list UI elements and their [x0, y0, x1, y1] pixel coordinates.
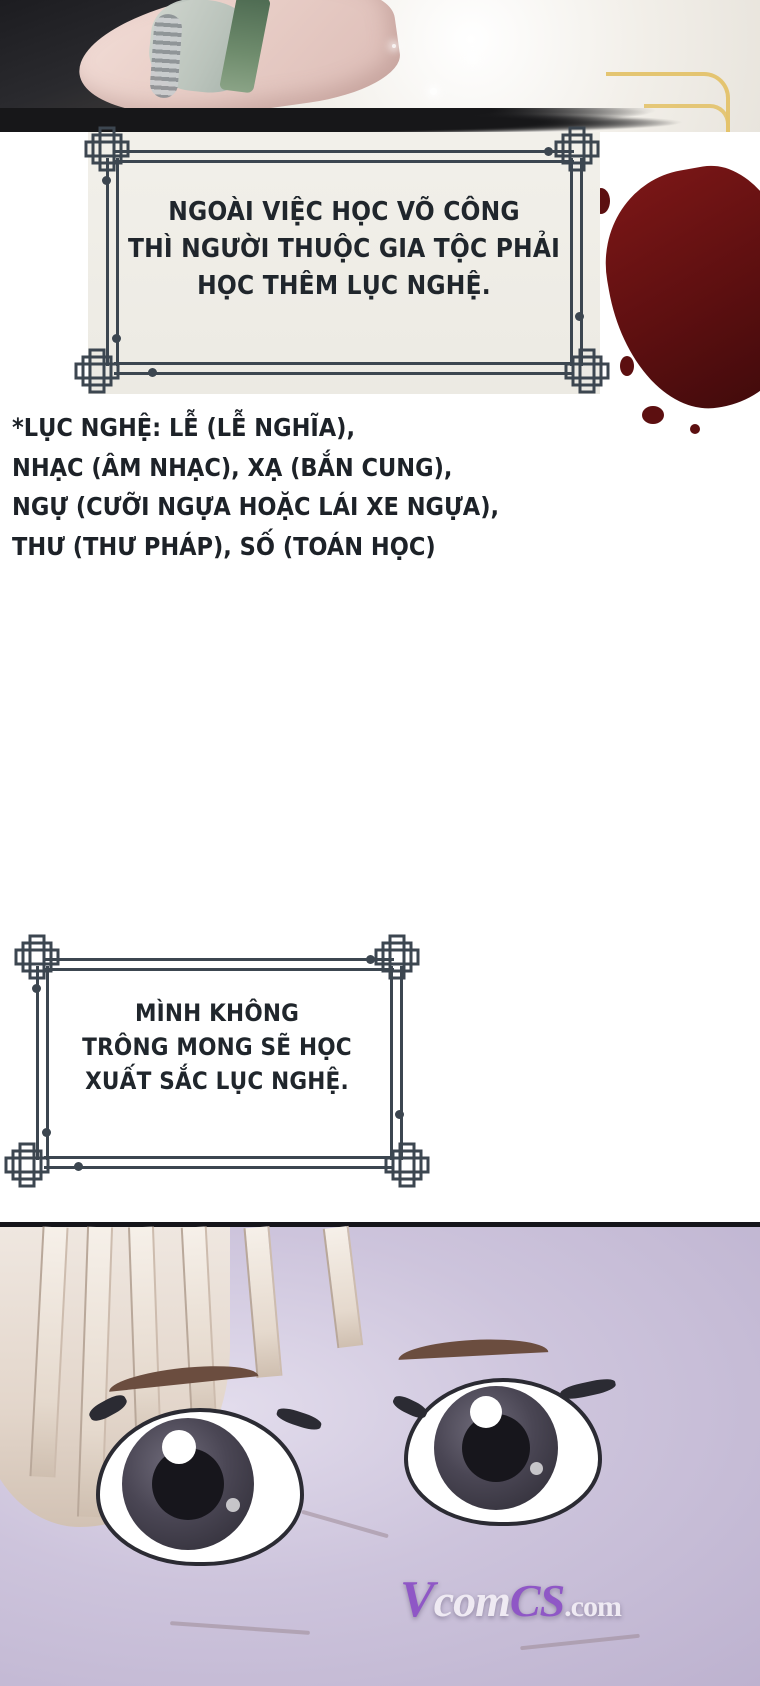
speech-bubble-2	[18, 940, 416, 1188]
frame-dot	[575, 312, 584, 321]
sparkle-icon	[392, 44, 396, 48]
decorative-knot-icon	[564, 348, 610, 394]
frame-line-top-inner	[44, 968, 394, 971]
bubble2-line-2: TRÔNG MONG SẼ HỌC	[82, 1033, 352, 1062]
frame-dot	[102, 176, 111, 185]
top-artwork-panel	[0, 0, 760, 132]
blood-droplet	[620, 356, 634, 376]
speech-bubble-2-text	[42, 996, 392, 1098]
frame-line-bottom-outer	[44, 1156, 394, 1159]
decorative-knot-icon	[384, 1142, 430, 1188]
watermark-v: V	[400, 1571, 434, 1628]
sparkle-icon	[470, 56, 475, 61]
frame-dot	[395, 1110, 404, 1119]
frame-dot	[74, 1162, 83, 1171]
speech-bubble-1	[88, 132, 600, 394]
frame-line-right-outer	[570, 158, 573, 366]
footnote-line-4: THƯ (THƯ PHÁP), SỐ (TOÁN HỌC)	[12, 531, 436, 561]
speech-bubble-1-text	[118, 194, 570, 305]
eye-glint-right-small	[530, 1462, 543, 1475]
blood-main-shape	[591, 153, 760, 422]
eye-glint-left-small	[226, 1498, 240, 1512]
watermark-c: C	[509, 1575, 540, 1626]
frame-dot	[148, 368, 157, 377]
bubble1-line-3: HỌC THÊM LỤC NGHỆ.	[197, 270, 491, 301]
braided-cord	[149, 13, 183, 99]
footnote-line-3: NGỰ (CƯỠI NGỰA HOẶC LÁI XE NGỰA),	[12, 492, 500, 521]
frame-line-bottom-inner	[114, 372, 574, 375]
frame-line-top-outer	[114, 150, 574, 153]
watermark-s: S	[539, 1575, 565, 1626]
bubble2-line-1: MÌNH KHÔNG	[134, 999, 300, 1027]
bubble2-line-3: XUẤT SẮC LỤC NGHỆ.	[85, 1067, 349, 1096]
watermark-com: com	[433, 1575, 510, 1626]
eye-glint-right	[470, 1396, 502, 1428]
frame-dot	[32, 984, 41, 993]
frame-dot	[112, 334, 121, 343]
eye-glint-left	[162, 1430, 196, 1464]
sparkle-icon	[430, 88, 437, 95]
decorative-knot-icon	[14, 934, 60, 980]
frame-dot	[366, 955, 375, 964]
frame-line-bottom-inner	[44, 1166, 394, 1169]
footnote-line-1: *LỤC NGHỆ: LỄ (LỄ NGHĨA),	[12, 413, 355, 442]
bubble1-line-1: NGOÀI VIỆC HỌC VÕ CÔNG	[168, 197, 520, 227]
decorative-knot-icon	[84, 126, 130, 172]
frame-line-bottom-outer	[114, 362, 574, 365]
frame-dot	[544, 147, 553, 156]
watermark	[400, 1570, 700, 1629]
blood-droplet	[690, 424, 700, 434]
footnote-line-2: NHẠC (ÂM NHẠC), XẠ (BẮN CUNG),	[12, 452, 453, 482]
frame-dot	[42, 1128, 51, 1137]
frame-line-left-outer	[36, 966, 39, 1160]
decorative-knot-icon	[74, 348, 120, 394]
frame-line-right-inner	[580, 158, 583, 366]
decorative-knot-icon	[4, 1142, 50, 1188]
bubble1-line-2: THÌ NGƯỜI THUỘC GIA TỘC PHẢI	[127, 233, 561, 264]
decorative-knot-icon	[374, 934, 420, 980]
frame-line-top-inner	[114, 160, 574, 163]
watermark-domain: .com	[564, 1590, 621, 1623]
frame-line-right-inner	[400, 966, 403, 1160]
footnote-text	[12, 408, 672, 566]
frame-line-left-outer	[106, 158, 109, 366]
frame-line-top-outer	[44, 958, 394, 961]
decorative-knot-icon	[554, 126, 600, 172]
